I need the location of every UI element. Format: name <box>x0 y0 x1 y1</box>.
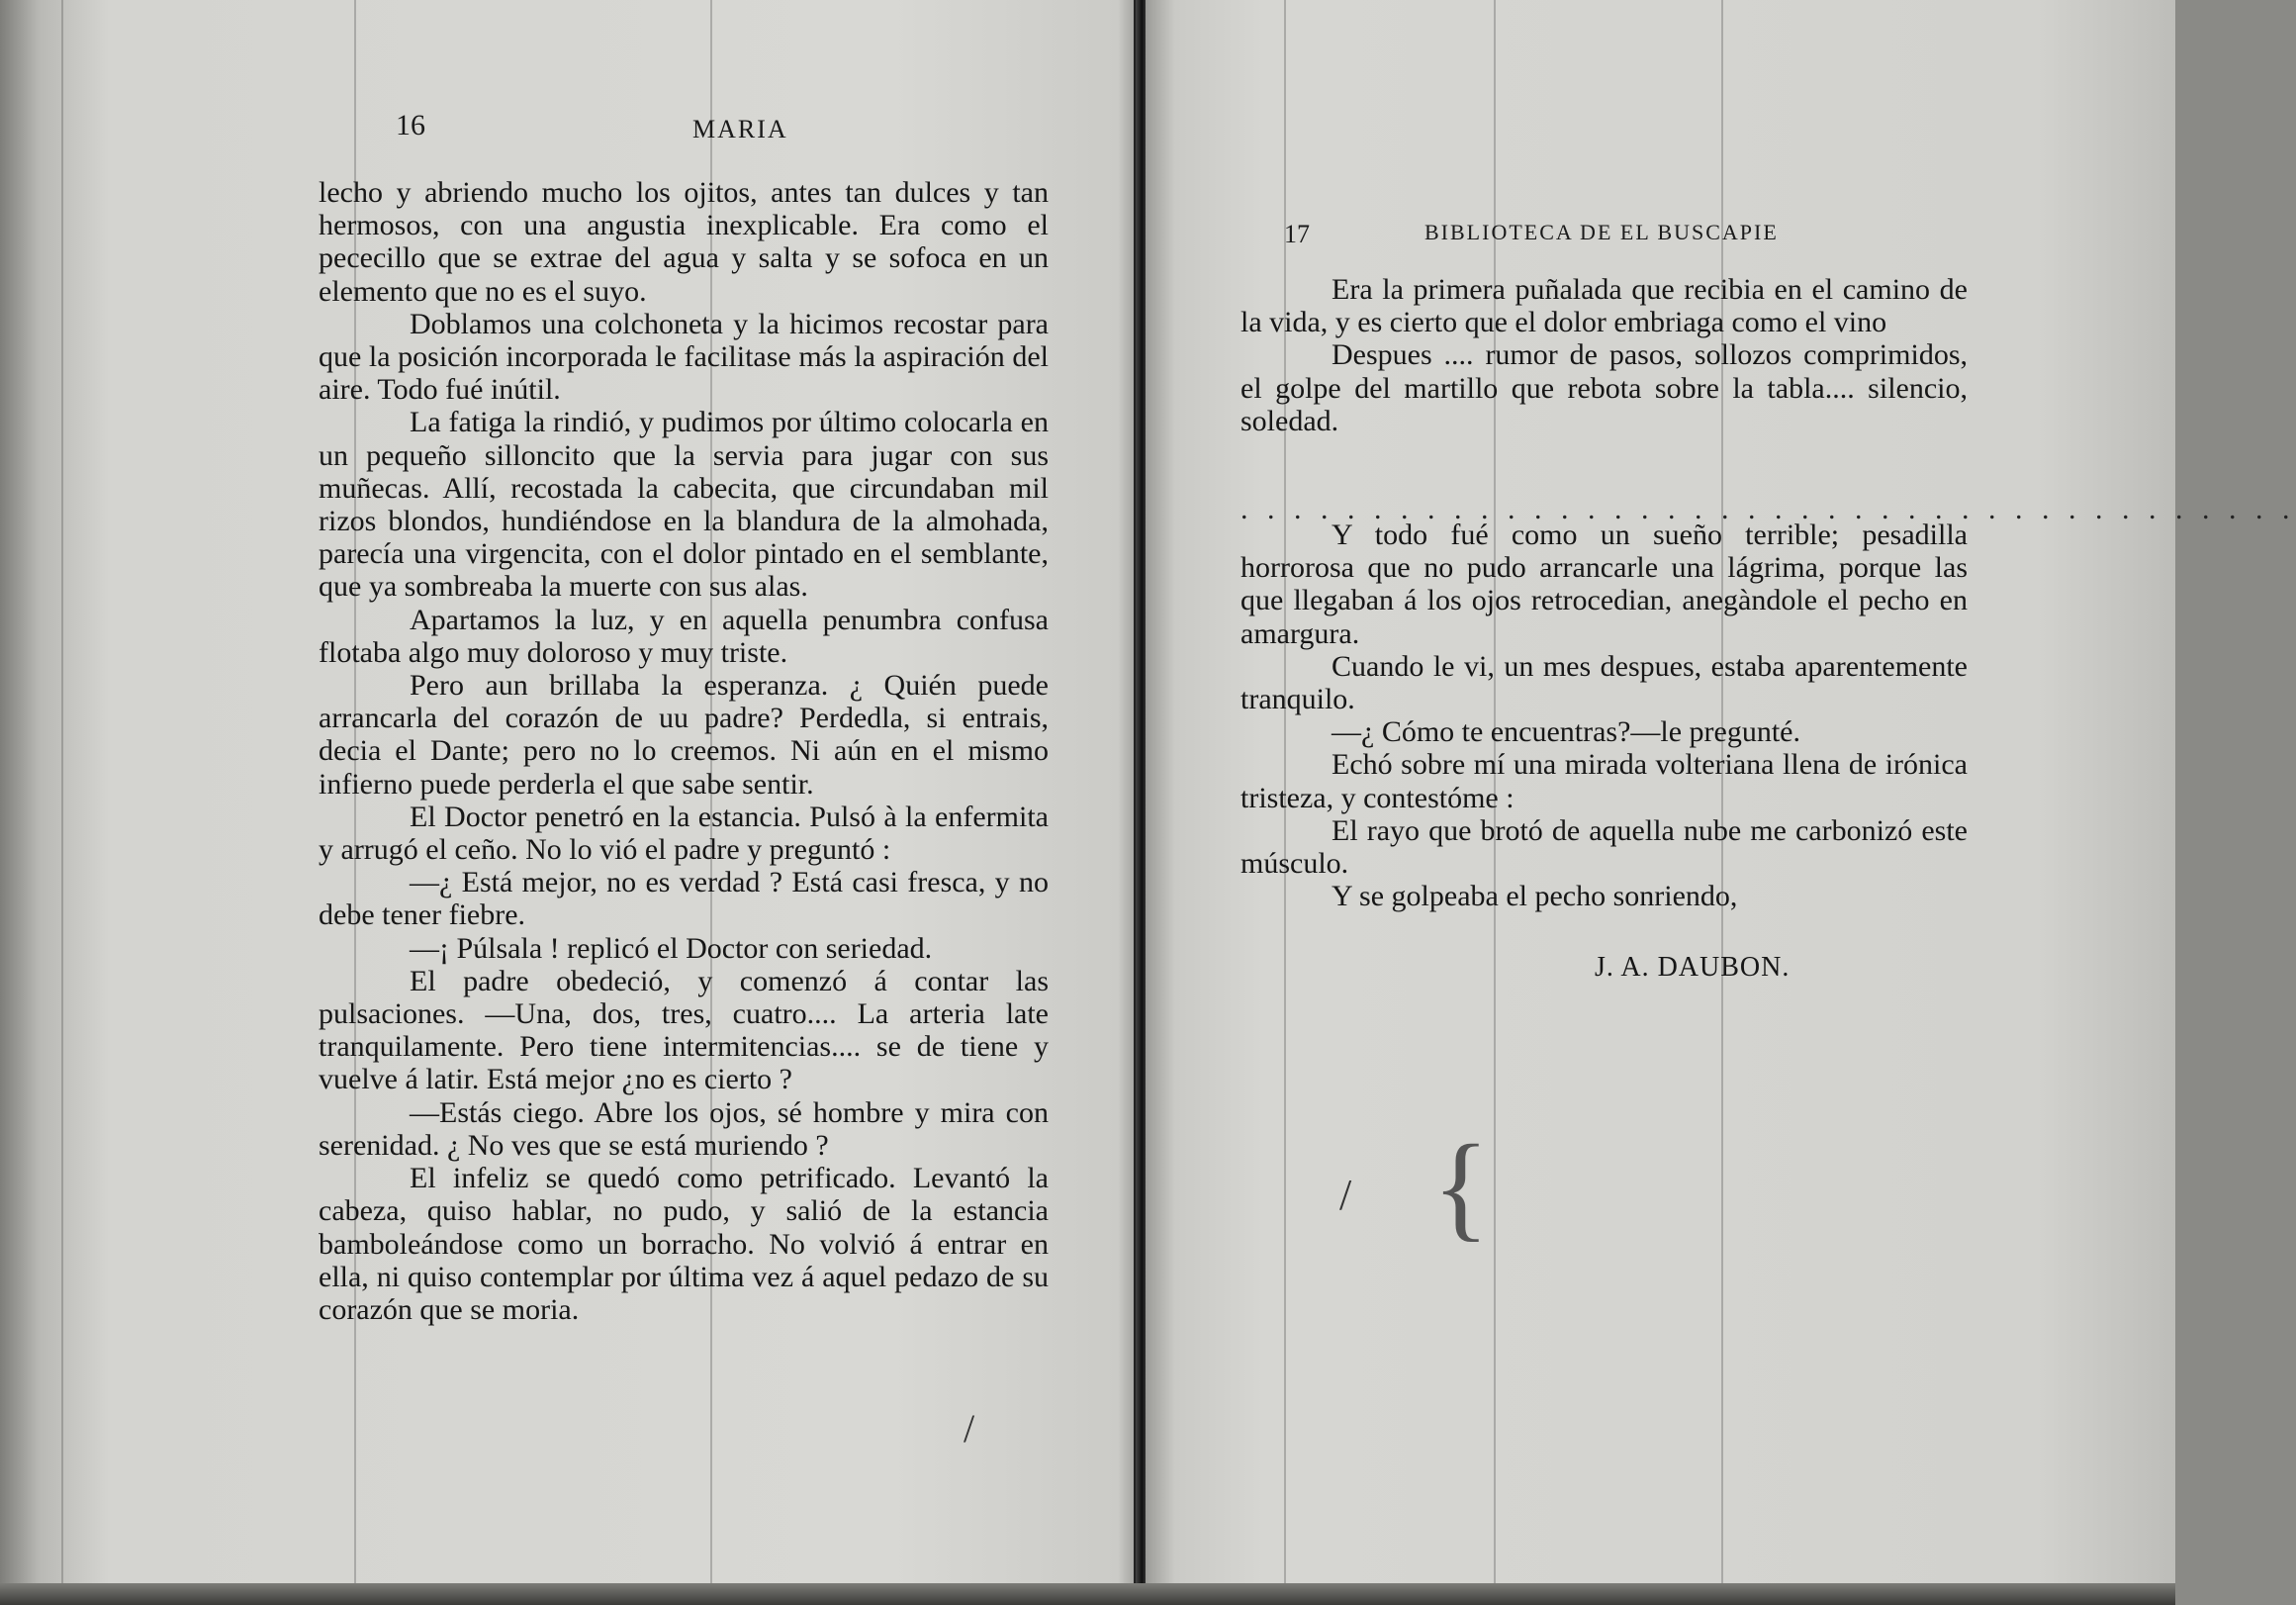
paragraph: Pero aun brillaba la esperanza. ¿ Quién puede arrancarla del corazón de uu padre? Perdedla, si entrais, decia el Dante; pero no lo creemos. Ni aún en el mismo infierno puede perderla el que sabe sentir. <box>319 669 1049 801</box>
paragraph: El infeliz se quedó como petrificado. Levantó la cabeza, quiso hablar, no pudo, y salió de la estancia bamboleándose como un borracho. No volvió á entrar en ella, ni quiso contemplar por última vez á aquel pedazo de su corazón que se moria. <box>319 1162 1049 1326</box>
section-break-dots: . . . . . . . . . . . . . . . . . . . . . . . . . . . . . . . . . . . . . . . . <box>1240 493 2296 525</box>
paragraph: Doblamos una colchoneta y la hicimos recostar para que la posición incorporada le facilitase más la aspiración del aire. Todo fué inútil. <box>319 307 1049 407</box>
page-number-left: 16 <box>396 109 425 142</box>
paragraph: Cuando le vi, un mes despues, estaba aparentemente tranquilo. <box>1240 649 1968 716</box>
left-page-body <box>319 176 1049 1326</box>
paragraph: Y todo fué como un sueño terrible; pesadilla horrorosa que no pudo arrancarle una lágrima, porque las que llegaban á los ojos retrocedian, anegàndole el pecho en amargura. <box>1240 519 1968 650</box>
paragraph: El padre obedeció, y comenzó á contar las pulsaciones. —Una, dos, tres, cuatro.... La arteria late tranquilamente. Pero tiene intermitencias.... se de tiene y vuelve á latir. Está mejor ¿no es cierto ? <box>319 964 1049 1096</box>
right-page-body-top <box>1240 273 1968 437</box>
paragraph: La fatiga la rindió, y pudimos por último colocarla en un pequeño silloncito que la servia para jugar con sus muñecas. Allí, recostada la cabecita, que circundaban mil rizos blondos, hundiéndose en la blandura de la almohada, parecía una virgencita, con el dolor pintado en el semblante, que ya sombreaba la muerte con sus alas. <box>319 406 1049 604</box>
paragraph: —¿ Está mejor, no es verdad ? Está casi fresca, y no debe tener fiebre. <box>319 866 1049 932</box>
paragraph: Echó sobre mí una mirada volteriana llena de irónica tristeza, y contestóme : <box>1240 748 1968 814</box>
bottom-scan-edge <box>0 1583 2175 1605</box>
paragraph: Apartamos la luz, y en aquella penumbra confusa flotaba algo muy doloroso y muy triste. <box>319 603 1049 669</box>
running-head-right: BIBLIOTECA DE EL BUSCAPIE <box>1424 220 1779 244</box>
paragraph: Era la primera puñalada que recibia en el camino de la vida, y es cierto que el dolor embriaga como el vino <box>1240 273 1968 339</box>
paragraph: —Estás ciego. Abre los ojos, sé hombre y mira con serenidad. ¿ No ves que se está muriendo ? <box>319 1095 1049 1162</box>
paragraph: lecho y abriendo mucho los ojitos, antes tan dulces y tan hermosos, con una angustia inexplicable. Era como el pececillo que se extrae del agua y salta y se sofoca en un elemento que no es el suyo. <box>319 176 1049 308</box>
paragraph: —¡ Púlsala ! replicó el Doctor con seriedad. <box>410 931 933 965</box>
right-page-body-bottom <box>1240 519 1968 912</box>
paragraph: —¿ Cómo te encuentras?—le pregunté. <box>1332 715 1800 749</box>
paragraph: Despues .... rumor de pasos, sollozos comprimidos, el golpe del martillo que rebota sobre la tabla.... silencio, soledad. <box>1240 338 1968 437</box>
pen-mark: / <box>964 1406 975 1451</box>
right-page <box>1146 0 2296 1605</box>
left-page <box>0 0 1140 1605</box>
page-number-right: 17 <box>1284 220 1310 248</box>
page-ruling-line <box>61 0 63 1605</box>
author-signature: J. A. DAUBON. <box>1595 952 1791 983</box>
running-head-left: MARIA <box>692 115 788 143</box>
paragraph: El rayo que brotó de aquella nube me carbonizó este músculo. <box>1240 813 1968 881</box>
paragraph: El Doctor penetró en la estancia. Pulsó à la enfermita y arrugó el ceño. No lo vió el padre y preguntó : <box>319 800 1049 867</box>
pen-mark: / <box>1339 1171 1352 1219</box>
pen-bracket-mark: { <box>1432 1120 1490 1252</box>
paragraph: Y se golpeaba el pecho sonriendo, <box>1332 880 1738 913</box>
